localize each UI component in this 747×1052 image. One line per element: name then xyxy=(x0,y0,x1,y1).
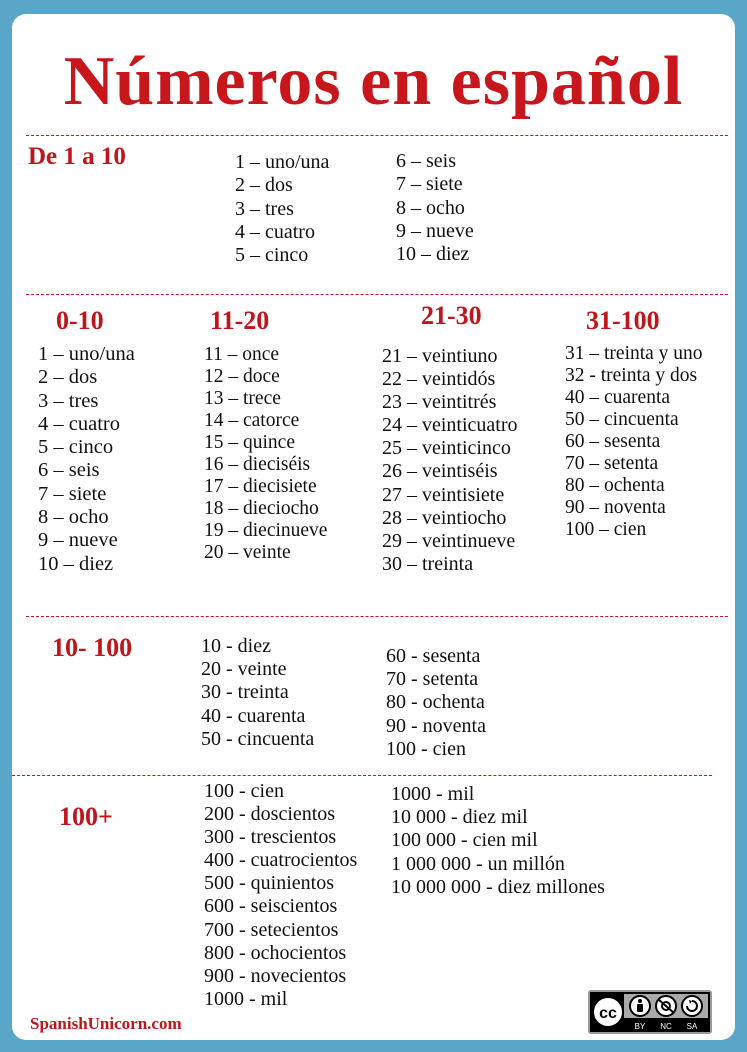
list-item: 2 – dos xyxy=(235,174,293,197)
list-21-30 xyxy=(382,345,518,576)
list-item: 4 – cuatro xyxy=(38,412,120,435)
list-item: 700 - setecientos xyxy=(204,918,339,941)
list-item: 20 - veinte xyxy=(201,658,287,681)
list-item: 1 000 000 - un millón xyxy=(391,852,565,875)
list-item: 100 – cien xyxy=(565,519,647,540)
heading-100-plus: 100+ xyxy=(59,802,113,831)
list-item: 900 - novecientos xyxy=(204,964,347,987)
divider-2 xyxy=(26,294,728,295)
list-item: 4 – cuatro xyxy=(235,220,315,243)
list-item: 600 - seiscientos xyxy=(204,895,338,918)
list-item: 8 – ocho xyxy=(38,506,109,529)
list-item: 32 - treinta y dos xyxy=(565,365,698,386)
poster-card xyxy=(12,14,735,1040)
divider-3 xyxy=(26,616,728,617)
list-hundreds-b xyxy=(391,783,605,899)
nc-icon xyxy=(656,996,676,1016)
list-item: 17 – diecisiete xyxy=(204,476,317,497)
sa-icon xyxy=(682,996,702,1016)
list-item: 20 – veinte xyxy=(204,542,291,563)
list-item: 5 – cinco xyxy=(235,244,309,267)
list-item: 28 – veintiocho xyxy=(382,506,507,529)
list-item: 70 - setenta xyxy=(386,668,479,691)
list-item: 90 - noventa xyxy=(386,714,486,737)
by-icon xyxy=(630,996,650,1016)
list-item: 1 – uno/una xyxy=(235,151,330,173)
list-item: 1000 - mil xyxy=(391,783,475,805)
list-item: 8 – ocho xyxy=(396,196,465,219)
list-item: 90 – noventa xyxy=(565,497,666,518)
list-item: 50 - cincuenta xyxy=(201,727,315,750)
list-item: 100 - cien xyxy=(204,780,284,802)
list-item: 13 – trece xyxy=(204,388,281,409)
list-item: 50 – cincuenta xyxy=(565,409,679,430)
list-31-100 xyxy=(565,343,703,541)
list-item: 23 – veintitrés xyxy=(382,391,497,414)
heading-21-30: 21-30 xyxy=(421,301,482,330)
page-title: Números en español xyxy=(63,43,684,120)
list-item: 400 - cuatrocientos xyxy=(204,849,358,872)
list-item: 9 – nueve xyxy=(396,219,474,242)
list-item: 18 – dieciocho xyxy=(204,498,319,519)
list-item: 19 – diecinueve xyxy=(204,520,328,541)
heading-0-10: 0-10 xyxy=(56,306,104,335)
list-item: 1 – uno/una xyxy=(38,343,135,365)
list-item: 10 – diez xyxy=(38,552,114,575)
list-item: 7 – siete xyxy=(38,482,107,505)
list-item: 300 - trescientos xyxy=(204,826,337,849)
list-item: 80 – ochenta xyxy=(565,475,665,496)
list-item: 1000 - mil xyxy=(204,987,288,1010)
list-0-10 xyxy=(38,343,135,576)
list-1-to-10-a xyxy=(235,151,329,267)
list-item: 14 – catorce xyxy=(204,410,300,431)
list-item: 10 000 000 - diez millones xyxy=(391,875,605,898)
list-item: 200 - doscientos xyxy=(204,803,336,826)
list-item: 26 – veintiséis xyxy=(382,460,498,483)
list-item: 6 – seis xyxy=(396,150,456,172)
heading-10-100: 10- 100 xyxy=(52,633,133,662)
list-item: 31 – treinta y uno xyxy=(565,343,703,364)
list-item: 80 - ochenta xyxy=(386,691,485,714)
list-tens-a xyxy=(201,635,314,751)
list-item: 15 – quince xyxy=(204,432,295,453)
divider-4 xyxy=(12,775,712,776)
list-item: 7 – siete xyxy=(396,173,463,196)
list-item: 24 – veinticuatro xyxy=(382,414,518,437)
list-item: 800 - ochocientos xyxy=(204,941,347,964)
list-item: 30 - treinta xyxy=(201,681,289,704)
cc-icon-text: cc xyxy=(599,1005,617,1022)
list-item: 60 – sesenta xyxy=(565,431,661,452)
list-item: 2 – dos xyxy=(38,366,98,389)
list-item: 11 – once xyxy=(204,344,280,365)
list-item: 3 – tres xyxy=(38,389,99,412)
list-item: 21 – veintiuno xyxy=(382,345,498,367)
heading-31-100: 31-100 xyxy=(586,306,660,335)
list-item: 27 – veintisiete xyxy=(382,483,505,506)
divider-1 xyxy=(26,135,728,136)
heading-11-20: 11-20 xyxy=(210,306,270,335)
list-tens-b xyxy=(386,645,486,761)
list-item: 22 – veintidós xyxy=(382,368,496,391)
list-item: 5 – cinco xyxy=(38,436,114,459)
list-item: 30 – treinta xyxy=(382,552,474,575)
list-item: 40 – cuarenta xyxy=(565,387,671,408)
list-item: 29 – veintinueve xyxy=(382,529,516,552)
list-1-to-10-b xyxy=(396,150,474,266)
list-item: 60 - sesenta xyxy=(386,645,481,667)
list-item: 100 - cien xyxy=(386,737,466,760)
list-item: 10 000 - diez mil xyxy=(391,806,528,829)
list-11-20 xyxy=(204,344,327,564)
list-item: 12 – doce xyxy=(204,366,280,387)
cc-label-sa: SA xyxy=(686,1022,698,1031)
list-item: 3 – tres xyxy=(235,197,294,220)
list-item: 6 – seis xyxy=(38,459,100,482)
list-item: 10 – diez xyxy=(396,243,470,266)
list-item: 9 – nueve xyxy=(38,529,118,552)
list-item: 100 000 - cien mil xyxy=(391,829,538,852)
cc-label-nc: NC xyxy=(660,1022,672,1031)
list-item: 500 - quinientos xyxy=(204,872,334,895)
heading-1-to-10: De 1 a 10 xyxy=(28,143,126,170)
cc-label-by: BY xyxy=(634,1022,646,1031)
list-item: 16 – dieciséis xyxy=(204,454,311,475)
list-item: 10 - diez xyxy=(201,635,271,657)
site-link[interactable]: SpanishUnicorn.com xyxy=(30,1014,182,1033)
list-item: 40 - cuarenta xyxy=(201,704,306,727)
cc-license-badge xyxy=(588,990,712,1034)
list-item: 25 – veinticinco xyxy=(382,437,511,460)
list-hundreds-a xyxy=(204,780,357,1011)
list-item: 70 – setenta xyxy=(565,453,659,474)
